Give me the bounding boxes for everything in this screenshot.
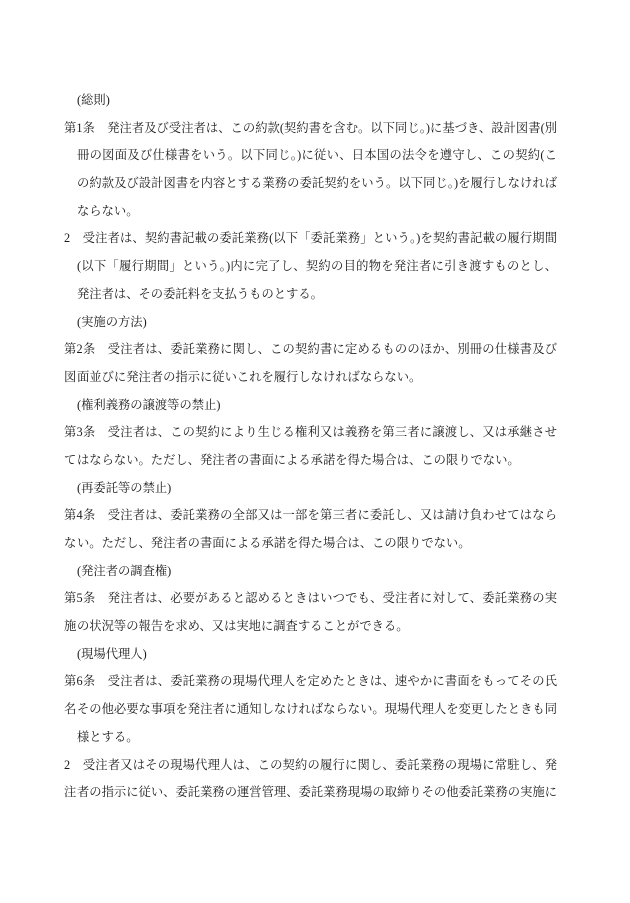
paragraph-line: 様とする。 xyxy=(77,729,139,744)
paragraph-first-line: 第1条 発注者及び受注者は、この約款(契約書を含む。以下同じ。)に基づき、設計図書(別 xyxy=(64,120,557,135)
section-heading: (実施の方法) xyxy=(77,314,147,329)
section-heading: (再委託等の禁止) xyxy=(77,480,172,495)
paragraph-line: の状況等の報告を求め、又は実地に調査することができる。 xyxy=(77,619,409,634)
paragraph-first-line: 第5条 発注者は、必要があると認めるときはいつでも、受注者に対して、委託業務の実施 xyxy=(64,591,557,634)
section-heading: (発注者の調査権) xyxy=(77,563,172,578)
paragraph-first-line: 第6条 受注者は、委託業務の現場代理人を定めたときは、速やかに書面をもってその氏名 xyxy=(64,674,557,717)
paragraph-line: 者の指示に従い、委託業務の運営管理、委託業務現場の取締りその他委託業務の実施に xyxy=(77,785,557,800)
section-heading: (権利義務の譲渡等の禁止) xyxy=(77,397,221,412)
paragraph-line: はならない。ただし、発注者の書面による承諾を得た場合は、この限りでない。 xyxy=(77,452,520,467)
paragraph-line: の約款及び設計図書を内容とする業務の委託契約をいう。以下同じ。)を履行しなければ xyxy=(77,176,557,191)
paragraph-line: 面並びに発注者の指示に従いこれを履行しなければならない。 xyxy=(77,369,422,384)
paragraph-first-line: 2 受注者は、契約書記載の委託業務(以下「委託業務」という。)を契約書記載の履行期間 xyxy=(64,231,557,246)
paragraph-line: ならない。 xyxy=(77,203,139,218)
section-heading: (総則) xyxy=(77,93,110,107)
paragraph-line: 冊の図面及び仕様書をいう。以下同じ。)に従い、日本国の法令を遵守し、この契約(こ xyxy=(77,148,557,163)
paragraph-line: その他必要な事項を発注者に通知しなければならない。現場代理人を変更したときも同 xyxy=(77,702,557,717)
section-heading: (現場代理人) xyxy=(77,646,147,661)
paragraph-line: い。ただし、発注者の書面による承諾を得た場合は、この限りでない。 xyxy=(77,536,471,550)
paragraph-first-line: 第2条 受注者は、委託業務に関し、この契約書に定めるもののほか、別冊の仕様書及び図 xyxy=(64,342,557,384)
paragraph-first-line: 第4条 受注者は、委託業務の全部又は一部を第三者に委託し、又は請け負わせてはならな xyxy=(64,508,557,551)
paragraph-line: (以下「履行期間」という。)内に完了し、契約の目的物を発注者に引き渡すものとし、 xyxy=(77,259,557,274)
paragraph-first-line: 2 受注者又はその現場代理人は、この契約の履行に関し、委託業務の現場に常駐し、発注 xyxy=(64,757,557,800)
document-body xyxy=(0,87,630,807)
paragraph-line: 発注者は、その委託料を支払うものとする。 xyxy=(77,286,323,301)
paragraph-first-line: 第3条 受注者は、この契約により生じる権利又は義務を第三者に譲渡し、又は承継させて xyxy=(64,425,557,467)
